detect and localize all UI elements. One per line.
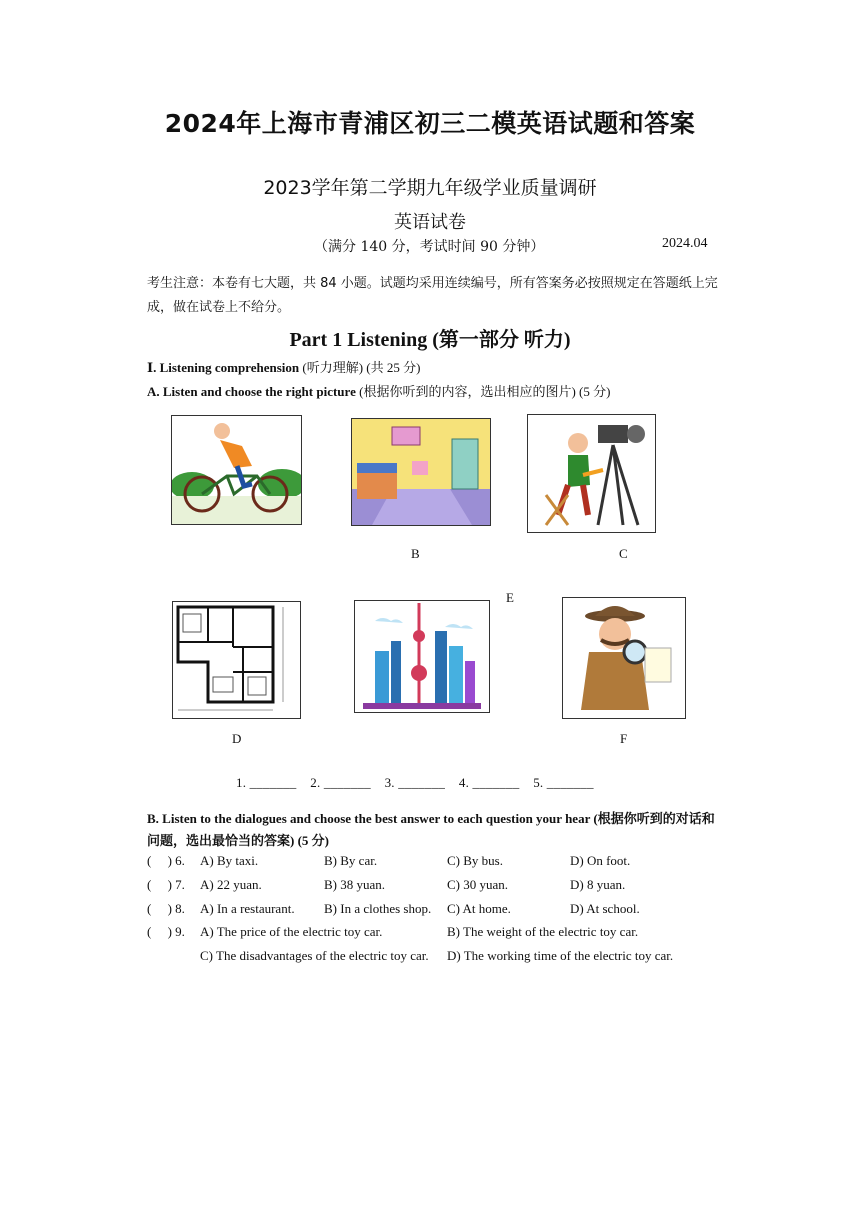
option-b: B) 38 yuan. bbox=[324, 877, 386, 892]
camera-operator-icon bbox=[527, 414, 656, 533]
option-c: C) 30 yuan. bbox=[447, 877, 509, 892]
floor-plan-icon bbox=[172, 601, 301, 719]
detective-icon bbox=[562, 597, 686, 719]
section-a-heading: A. Listen and choose the right picture (根据你听到的内容，选出相应的图片) (5 分) bbox=[147, 384, 611, 399]
option-a: A) By taxi. bbox=[200, 853, 259, 868]
answer-blanks: 1. _______ 2. _______ 3. _______ 4. _______ 5. _______ bbox=[236, 775, 594, 790]
question-number: ( ) 8. bbox=[147, 901, 185, 916]
exam-date: 2024.04 bbox=[662, 236, 708, 251]
option-d: D) At school. bbox=[570, 901, 640, 916]
question-number: ( ) 9. bbox=[147, 924, 185, 939]
document-title: 2024年上海市青浦区初三二模英语试题和答案 bbox=[164, 109, 696, 138]
question-row bbox=[147, 877, 747, 897]
question-number: ( ) 6. bbox=[147, 853, 185, 868]
option-a: A) In a restaurant. bbox=[200, 901, 295, 916]
option-b: B) In a clothes shop. bbox=[324, 901, 432, 916]
option-b: B) By car. bbox=[324, 853, 378, 868]
exam-name: 英语试卷 bbox=[394, 212, 466, 233]
cyclist-icon bbox=[171, 415, 302, 525]
picture-label-e: E bbox=[506, 590, 514, 605]
option-b: B) The weight of the electric toy car. bbox=[447, 924, 639, 939]
option-c: C) At home. bbox=[447, 901, 511, 916]
question-row bbox=[147, 924, 747, 944]
option-a: A) The price of the electric toy car. bbox=[200, 924, 383, 939]
bedroom-icon bbox=[351, 418, 491, 526]
question-row bbox=[147, 853, 747, 873]
option-c: C) The disadvantages of the electric toy car. bbox=[200, 948, 429, 963]
exam-meta: （满分 140 分，考试时间 90 分钟） bbox=[314, 239, 545, 255]
exam-subtitle: 2023学年第二学期九年级学业质量调研 bbox=[263, 177, 597, 199]
option-d: D) 8 yuan. bbox=[570, 877, 626, 892]
picture-label-f: F bbox=[620, 731, 628, 746]
question-number: ( ) 7. bbox=[147, 877, 185, 892]
picture-label-c: C bbox=[619, 546, 628, 561]
option-d: D) On foot. bbox=[570, 853, 631, 868]
option-d: D) The working time of the electric toy car. bbox=[447, 948, 674, 963]
section-1-heading: Ⅰ. Listening comprehension (听力理解) (共 25 分) bbox=[147, 360, 421, 375]
picture-label-b: B bbox=[411, 546, 420, 561]
question-row bbox=[147, 901, 747, 921]
option-c: C) By bus. bbox=[447, 853, 503, 868]
section-b-heading: B. Listen to the dialogues and choose the best answer to each question your hear (根据你听到的对话和问题，选出最恰当的答案) (5 分) bbox=[147, 811, 715, 848]
part-title: Part 1 Listening (第一部分 听力) bbox=[289, 329, 571, 351]
city-skyline-icon bbox=[354, 600, 490, 713]
option-a: A) 22 yuan. bbox=[200, 877, 262, 892]
question-row bbox=[147, 948, 747, 968]
candidate-notice: 考生注意：本卷有七大题，共 84 小题。试题均采用连续编号，所有答案务必按照规定在答题纸上完成，做在试卷上不给分。 bbox=[147, 276, 718, 315]
picture-label-d: D bbox=[232, 731, 242, 746]
